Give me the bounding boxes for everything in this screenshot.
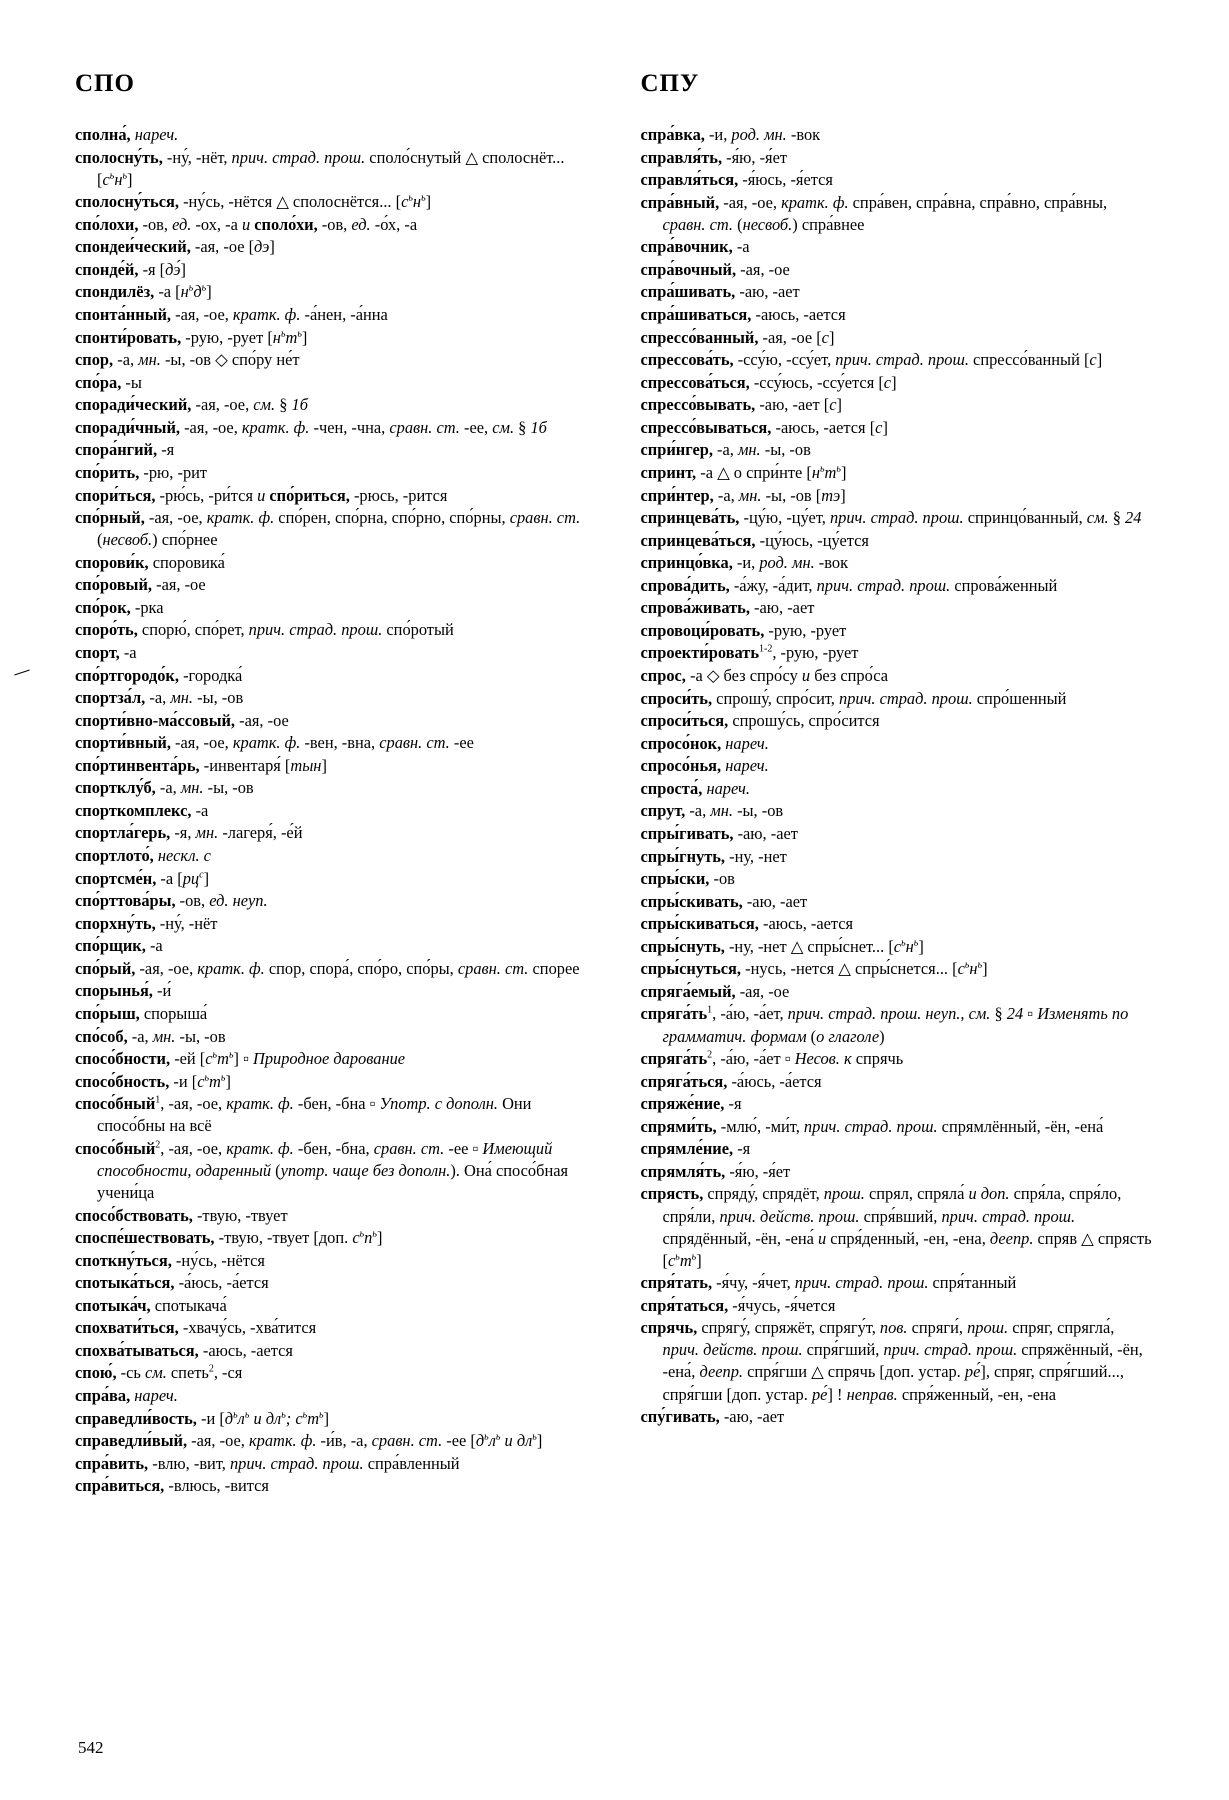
left-column [75,70,589,1498]
dictionary-entry: спосо́бный$^2$, -ая, -ое, кратк. ф. -бен, -бна, сравн. ст. -ее ▫ Имеющий способности, одаренный (употр. чаще без дополн.). Она́ спосо́бная учени́ца [75,1138,569,1202]
dictionary-entry: спо́соб, -а, мн. -ы, -ов [75,1026,226,1046]
dictionary-entry: спори́ться, -рю́сь, -ри́тся и спо́риться, -рюсь, -рится [75,485,448,505]
dictionary-entry: спрессо́ванный, -ая, -ое [с] [640,327,835,347]
dictionary-entry: спондеи́ческий, -ая, -ое [дэ] [75,237,275,257]
dictionary-entry: справля́ться, -я́юсь, -я́ется [640,170,833,190]
dictionary-entry: спря́таться, -я́чусь, -я́чется [640,1295,836,1315]
dictionary-entry: спра́ва, нареч. [75,1386,178,1405]
dictionary-entry: спою́, -сь см. спеть$^2$, -ся [75,1363,243,1383]
dictionary-entry: спра́вка, -и, род. мн. -вок [640,125,821,144]
dictionary-entry: спохвати́ться, -хвачу́сь, -хва́тится [75,1318,317,1338]
dictionary-entry: споспе́шествовать, -твую, -твует [доп. $с^ьп^ь$] [75,1228,383,1248]
dictionary-entry: спотыка́ч, спотыкача́ [75,1295,227,1315]
dictionary-entry: спо́ра, -ы [75,372,142,392]
dictionary-entry: $спряга́ть^1$, -а́ю, -а́ет, прич. страд. прош. неуп., см. § 24 ▫ Изменять по грамматич. формам (о глаголе) [640,1004,1129,1046]
left-entry-list [75,124,589,1497]
dictionary-entry: спорт, -а [75,642,137,662]
dictionary-entry: спортсме́н, -а $[рц^с]$ [75,868,210,888]
dictionary-entry: спорови́к, споровика́ [75,552,225,572]
margin-tick-mark [14,670,30,676]
dictionary-entry: справедли́вость, -и [$д^ьл^ь$ и $дл^ь$; $с^ьт^ь$] [75,1408,330,1428]
dictionary-entry: спрясть, спряду́, спрядёт, прош. спрял, спряла́ и доп. спря́ла, спря́ло, спря́ли, прич. действ. прош. спря́вший, прич. страд. прош. спрядённый, -ён, -ена́ и спря́денный, -ен, -ена, деепр. спряв △ спрясть $[с^ьт^ь]$ [640,1184,1152,1270]
dictionary-entry: спры́снуть, -ну, -нет △ спры́снет... $[с^ьн^ь]$ [640,936,924,956]
dictionary-entry: спо́рщик, -а [75,936,163,956]
dictionary-entry: споради́ческий, -ая, -ое, см. § 1б [75,395,308,415]
dictionary-entry: спры́ски, -ов [640,869,735,889]
dictionary-entry: спрова́живать, -аю, -ает [640,598,815,618]
dictionary-entry: споткну́ться, -ну́сь, -нётся [75,1250,265,1270]
dictionary-entry: $спряга́ть^2$, -а́ю, -а́ет ▫ Несов. к спрячь [640,1049,904,1069]
dictionary-entry: спохва́тываться, -аюсь, -ается [75,1340,293,1360]
dictionary-entry: спра́вить, -влю, -вит, прич. страд. прош. спра́вленный [75,1453,460,1473]
dictionary-entry: спортклу́б, -а, мн. -ы, -ов [75,778,254,798]
dictionary-entry: спряга́емый, -ая, -ое [640,981,790,1001]
dictionary-entry: справедли́вый, -ая, -ое, кратк. ф. -и́в, -а, сравн. ст. -ее [$д^ьл^ь$ и $дл^ь$] [75,1431,543,1451]
dictionary-entry: спосо́бности, -ей $[с^ьт^ь]$ ▫ Природное дарование [75,1049,406,1069]
dictionary-entry: спрут, -а, мн. -ы, -ов [640,801,784,821]
dictionary-entry: справля́ть, -я́ю, -я́ет [640,147,788,167]
dictionary-entry: спу́гивать, -аю, -ает [640,1407,785,1427]
dictionary-entry: спринцо́вка, -и, род. мн. -вок [640,553,849,573]
dictionary-entry: спо́рый, -ая, -ое, кратк. ф. спор, спора́, спо́ро, спо́ры, сравн. ст. спорее [75,958,580,978]
dictionary-entry: спонти́ровать, -рую, -рует $[н^ьт^ь]$ [75,327,308,347]
dictionary-entry: спортлото́, нескл. с [75,846,211,865]
dictionary-entry: спо́рный, -ая, -ое, кратк. ф. спо́рен, спо́рна, спо́рно, спо́рны, сравн. ст. (несвоб.) спо́рнее [75,508,581,550]
dictionary-entry: спряга́ться, -а́юсь, -а́ется [640,1071,822,1091]
dictionary-entry: спроси́ть, спрошу́, спро́сит, прич. страд. прош. спро́шенный [640,688,1067,708]
dictionary-entry: спо́рок, -рка [75,597,164,617]
dictionary-entry: спорткомплекс, -а [75,800,209,820]
dictionary-entry: спры́гивать, -аю, -ает [640,823,798,843]
dictionary-entry: спо́ровый, -ая, -ое [75,575,206,595]
dictionary-entry: спрессо́вываться, -аюсь, -ается [с] [640,417,888,437]
dictionary-entry: спрессо́вывать, -аю, -ает [с] [640,395,842,415]
dictionary-entry: спра́вочник, -а [640,237,750,257]
dictionary-entry: спорти́вный, -ая, -ое, кратк. ф. -вен, -вна, сравн. ст. -ее [75,733,474,753]
dictionary-entry: спры́гнуть, -ну, -нет [640,846,787,866]
dictionary-entry: спринцева́ть, -цу́ю, -цу́ет, прич. страд. прош. спринцо́ванный, см. § 24 [640,508,1142,528]
dictionary-entry: спосо́бность, -и $[с^ьт^ь]$ [75,1071,231,1091]
dictionary-entry: спонта́нный, -ая, -ое, кратк. ф. -а́нен, -а́нна [75,305,388,324]
dictionary-entry: спрямле́ние, -я [640,1139,751,1159]
right-entry-list [641,124,1155,1428]
dictionary-entry: спонде́й, -я [дэ́] [75,259,186,279]
dictionary-entry: спрос, -а ◇ без спро́су и без спро́са [640,666,888,685]
dictionary-entry: спросо́нья, нареч. [640,756,769,776]
dictionary-entry: спора́нгий, -я [75,440,175,460]
dictionary-entry: спры́скивать, -аю, -ает [640,891,808,911]
dictionary-entry: спросо́нок, нареч. [640,733,769,753]
dictionary-entry: спрямля́ть, -я́ю, -я́ет [640,1161,791,1181]
dictionary-entry: спондилёз, -а $[н^ьд^ь]$ [75,282,212,302]
dictionary-entry: спосо́бствовать, -твую, -твует [75,1205,288,1225]
dictionary-entry: спорхну́ть, -ну́, -нёт [75,913,218,933]
dictionary-entry: спо́рттова́ры, -ов, ед. неуп. [75,891,268,911]
dictionary-entry: споро́ть, спорю́, спо́рет, прич. страд. прош. спо́ротый [75,620,454,640]
dictionary-entry: спрессова́ться, -ссу́юсь, -ссу́ется [с] [640,372,897,392]
dictionary-entry: спорти́вно-ма́ссовый, -ая, -ое [75,710,289,730]
dictionary-entry: спрессова́ть, -ссу́ю, -ссу́ет, прич. страд. прош. спрессо́ванный [с] [640,350,1103,370]
dictionary-entry: спор, -а, мн. -ы, -ов ◇ спо́ру не́т [75,350,300,370]
dictionary-entry: спо́рить, -рю, -рит [75,462,208,482]
dictionary-entry: спрова́дить, -а́жу, -а́дит, прич. страд. прош. спрова́женный [640,575,1058,595]
dictionary-entry: спорынья́, -и́ [75,981,172,1001]
dictionary-entry: спры́снуться, -нусь, -нется △ спры́снется... $[с^ьн^ь]$ [640,959,988,979]
dictionary-entry: спрячь, спрягу́, спряжёт, спрягу́т, пов. спряги́, прош. спряг, спрягла́, прич. действ. прош. спря́гший, прич. страд. прош. спряжённый, -ён, -ена́, деепр. спря́гши △ спрячь [доп. устар. ре́], спряг, спря́гший..., спря́гши [доп. устар. ре́] ! неправ. спря́женный, -ен, -ена [640,1318,1143,1404]
dictionary-entry: спроста́, нареч. [640,778,750,798]
right-column [641,70,1155,1498]
page-columns [75,70,1154,1498]
dictionary-entry: спри́нгер, -а, мн. -ы, -ов [640,440,811,460]
dictionary-entry: сполна́, нареч. [75,125,179,144]
dictionary-entry: сполосну́ться, -ну́сь, -нётся △ сполоснётся... $[с^ьн^ь]$ [75,192,432,212]
dictionary-entry: сполосну́ть, -ну́, -нёт, прич. страд. прош. споло́снутый △ сполоснёт... $[с^ьн^ь]$ [75,147,565,189]
dictionary-entry: споради́чный, -ая, -ое, кратк. ф. -чен, -чна, сравн. ст. -ее, см. § 1б [75,417,547,437]
dictionary-entry: спо́ртинвента́рь, -инвентаря́ [тын] [75,755,327,775]
dictionary-entry: спортла́герь, -я, мн. -лагеря́, -е́й [75,823,303,843]
dictionary-entry: спосо́бный$^1$, -ая, -ое, кратк. ф. -бен, -бна ▫ Употр. с дополн. Они спосо́бны на всё [75,1094,532,1136]
dictionary-entry: спра́вочный, -ая, -ое [640,259,790,279]
dictionary-entry: спря́тать, -я́чу, -я́чет, прич. страд. прош. спря́танный [640,1273,1017,1293]
dictionary-entry: спра́вный, -ая, -ое, кратк. ф. спра́вен, спра́вна, спра́вно, спра́вны, сравн. ст. (несвоб.) спра́внее [640,192,1108,234]
dictionary-entry: спра́шивать, -аю, -ает [640,282,800,302]
dictionary-entry: спо́рыш, спорыша́ [75,1003,208,1023]
dictionary-entry: спотыка́ться, -а́юсь, -а́ется [75,1273,269,1293]
dictionary-entry: спровоци́ровать, -рую, -рует [640,620,847,640]
left-column-header: СПО [75,70,135,97]
dictionary-entry: спра́виться, -влюсь, -вится [75,1476,269,1496]
dictionary-entry: спри́нтер, -а, мн. -ы, -ов [тэ] [640,485,846,505]
dictionary-entry: спряже́ние, -я [640,1094,742,1114]
dictionary-entry: спроекти́ровать$^{1-2}$, -рую, -рует [640,643,859,663]
dictionary-entry: спортза́л, -а, мн. -ы, -ов [75,688,244,708]
right-column-header: СПУ [640,70,700,97]
dictionary-entry: спо́лохи, -ов, ед. -ох, -а и споло́хи, -ов, ед. -о́х, -а [75,214,418,234]
page-number: 542 [78,1738,104,1757]
dictionary-entry: спрями́ть, -млю́, -ми́т, прич. страд. прош. спрямлённый, -ён, -ена́ [640,1116,1104,1136]
dictionary-entry: спроси́ться, спрошу́сь, спро́сится [640,711,880,731]
dictionary-entry: спринцева́ться, -цу́юсь, -цу́ется [640,530,869,550]
dictionary-entry: спра́шиваться, -аюсь, -ается [640,305,846,324]
dictionary-entry: спры́скиваться, -аюсь, -ается [640,914,854,934]
dictionary-entry: спринт, -а △ о спри́нте $[н^ьт^ь]$ [640,462,847,482]
dictionary-entry: спо́ртгородо́к, -городка́ [75,665,243,685]
